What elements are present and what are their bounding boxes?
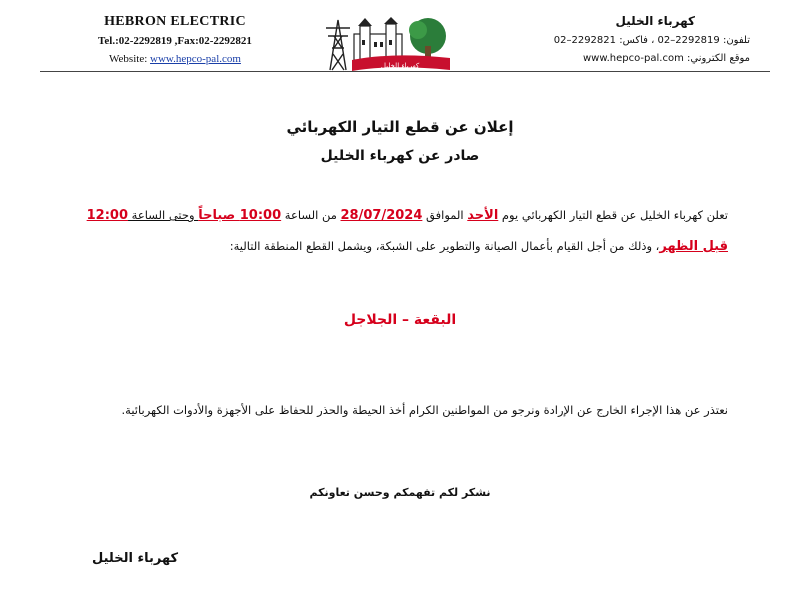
- outage-day: الأحد: [467, 208, 499, 223]
- text-segment: ، وذلك من أجل القيام بأعمال الصيانة والتطوير على الشبكة، ويشمل القطع المنطقة التالية:: [229, 239, 660, 253]
- signature: كهرباء الخليل: [92, 551, 179, 566]
- announcement-title: إعلان عن قطع التيار الكهربائي: [286, 118, 514, 136]
- website-link[interactable]: www.hepco-pal.com: [150, 53, 241, 65]
- thanks-line: نشكر لكم تفهمكم وحسن تعاونكم: [309, 486, 491, 499]
- text-segment: الموافق: [422, 208, 468, 222]
- company-name-en: HEBRON ELECTRIC: [104, 14, 246, 29]
- start-time: 10:00 صباحاً: [198, 208, 282, 223]
- contact-en: Tel.:02-2292819 ,Fax:02-2292821: [98, 35, 252, 47]
- company-name-ar: كهرباء الخليل: [615, 14, 695, 28]
- svg-text:كهرباء الخليل: كهرباء الخليل: [380, 62, 420, 70]
- text-segment: من الساعة: [281, 208, 341, 222]
- text-segment: وحتى الساعة: [128, 208, 199, 222]
- company-logo: [322, 14, 460, 72]
- affected-region: البقعة – الجلاجل: [343, 312, 457, 328]
- contact-ar: تلفون: 2292819–02 ، فاكس: 2292821–02: [553, 35, 750, 46]
- text-segment: تعلن كهرباء الخليل عن قطع التيار الكهربائي يوم: [498, 208, 728, 222]
- header-arabic: [490, 14, 750, 64]
- header-divider: [40, 71, 770, 72]
- header-english: [70, 14, 280, 65]
- website-label: Website:: [109, 53, 151, 65]
- announcement-subtitle: صادر عن كهرباء الخليل: [320, 148, 480, 164]
- announcement-paragraph: [78, 200, 728, 262]
- end-time: 12:00 قبل الظهر: [86, 208, 728, 254]
- website-en: [70, 53, 280, 65]
- website-ar: موقع الكتروني: www.hepco-pal.com: [582, 53, 750, 64]
- outage-date: 28/07/2024: [340, 208, 423, 223]
- apology-paragraph: نعتذر عن هذا الإجراء الخارج عن الإرادة ونرجو من المواطنين الكرام أخذ الحيطة والحذر للحفاظ على الأجهزة والأدوات الكهربائية.: [121, 403, 728, 417]
